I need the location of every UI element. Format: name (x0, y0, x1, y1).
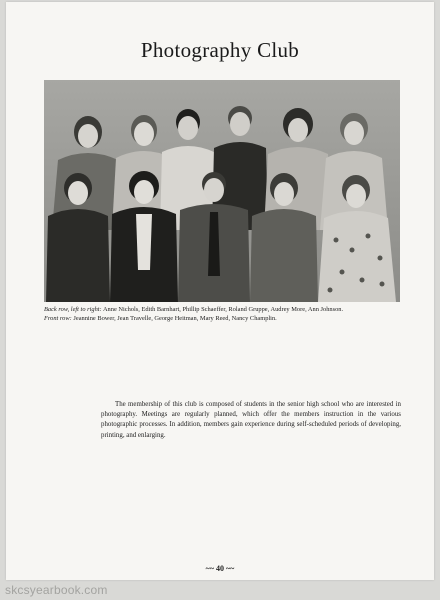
front-row-names: Jeannine Bower, Jean Travelle, George Heitman, Mary Reed, Nancy Champlin. (73, 314, 277, 322)
back-row-label: Back row, left to right: (44, 306, 102, 313)
page-title: Photography Club (140, 38, 300, 62)
site-watermark: skcsyearbook.com (5, 583, 108, 597)
front-row-label: Front row: (44, 314, 72, 322)
back-row-names: Anne Nichols, Edith Barnhart, Phillip Schaeffer, Roland Gruppe, Audrey More, Ann Johnson. (102, 306, 344, 313)
yearbook-page (6, 2, 434, 580)
page-number: ~~ 40 ~~ (205, 564, 235, 573)
club-group-photo (44, 80, 400, 302)
photo-caption (44, 306, 404, 323)
group-photo-illustration (44, 80, 400, 302)
club-description: The membership of this club is composed of students in the senior high school who are interested in photography. Meetings are regularly planned, which offer the members instruction in the various photographic processes. In addition, members gain experience during self-scheduled periods of developing, printing, and enlarging. (101, 401, 401, 439)
